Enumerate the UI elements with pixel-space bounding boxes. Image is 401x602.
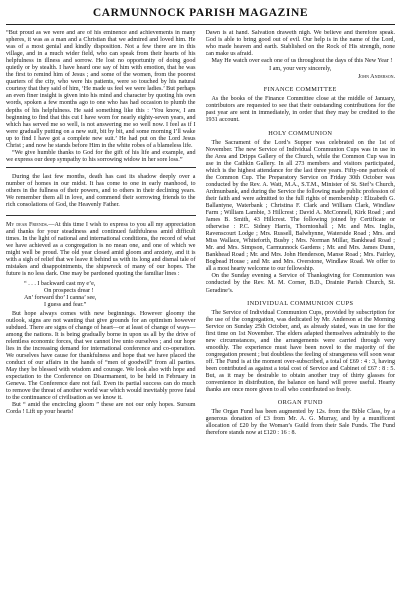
- two-column-body: [6, 30, 395, 602]
- letter-paragraph: But hope always comes with new beginnings. However gloomy the outlook, signs are not wanting that give grounds for an optimism however subdued. There are signs of change of heart—or at least of change of ways—among the nations. It is being gradually borne in upon us all by the drive of relentless economic forces, that we cannot live unto ourselves ; and our hope lies in the increasing demand for international conference and co-operation. We ourselves have cause for thankfulness and hope that we have placed the conduct of our affairs in the hands of “men of goodwill” from all parties. May they be blessed with wisdom and courage. We look also with hope and expectation to the Conference on Disarmament, to be held in February in Geneva. The Conference dare not fail. Even its partial success can do much to remove the threat of another world war which would inevitably prove fatal to the continuance of civilisation as we know it.: [6, 310, 196, 402]
- letter-opening-text: —At this time I wish to express to you all my appreciation and thanks for your steadiness and continued faithfulness amid difficult times. In the light of national and international conditions, the record of what we have achieved as a congregation is no mean one, and one of which we might well be proud. The old year closed amid gloom and anxiety, and it is with a sigh of relief that we leave it behind us with its long and dismal tale of mistakes and disappointments, the shipwreck of many of our hopes. The future is no less dark. One may be pardoned quoting the familiar lines :: [6, 222, 196, 278]
- verse-line: “ . . . I backward cast my e’e,: [24, 280, 96, 287]
- communion-cups-paragraph: The Service of Individual Communion Cups, provided by subscription for the use of the congregation, was dedicated by Mr. Anderson at the Morning Service on Sunday 25th October, and, as already stated, was in use for the first time on 1st November. The elders adapted themselves admirably to the new circumstances, and the arrangements were carried through very smoothly. The experience must have been novel to the majority of the congregation present ; but doubtless the feeling of strangeness will soon wear off. The Fund is at the moment over-subscribed, a total of £69 : 4 : 3, having been contributed as against a total cost of Service and Cabinet of £67 : 8 : 5. But, as it may be desirable to obtain another tray of thirty glasses for convenience in distribution, the balance on hand will prove useful. Hearty thanks are once more given to all who contributed so freely.: [205, 309, 395, 394]
- magazine-masthead: CARMUNNOCK PARISH MAGAZINE: [92, 7, 309, 19]
- verse-line: An’ forward tho’ I canna’ see,: [24, 294, 97, 301]
- communion-cups-heading: INDIVIDUAL COMMUNION CUPS: [247, 299, 354, 307]
- letter-closing: I am, your very sincerely,: [269, 66, 332, 73]
- left-column: [6, 30, 196, 602]
- tribute-paragraph: “We give humble thanks to God for the gift of his life and example, and we express our deep sympathy to his sorrowing widow in her sore loss.”: [6, 149, 196, 163]
- communion-paragraph: On the Sunday evening a Service of Thanksgiving for Communion was conducted by the Rev. M. M. Corner, B.D., Drainie Parish Church, St. Geradine’s.: [205, 273, 395, 294]
- letter-continuation-paragraph: Dawn is at hand. Salvation draweth nigh. We believe and therefore speak. God is able to bring good out of evil. Our help is in the name of the Lord, who made heaven and earth. Stablished on the Rock of His strength, none can make us afraid.: [205, 30, 395, 58]
- tribute-quote-block: [6, 30, 196, 168]
- letter-signature: John Anderson.: [357, 74, 395, 81]
- right-column: [206, 30, 396, 602]
- death-notice-paragraph: During the last few months, death has cast its shadow deeply over a number of homes in our midst. It has come to one in early manhood, to others in the fullness of their powers, and to others in their declining years. We remember them all in love, and commend their sorrowing friends to the rich consolations of God, the Heavenly Father.: [6, 173, 196, 209]
- letter-wish-paragraph: May He watch over each one of us throughout the days of this New Year !: [211, 58, 393, 65]
- letter-paragraph: But “ amid the encircling gloom ” these are not our only hopes. Sursum Corda ! Lift up your hearts!: [6, 402, 196, 416]
- finance-paragraph: As the books of the Finance Committee close at the middle of January, contributors are requested to see that their outstanding contributions for the past year are sent in immediately, in order that they may be credited to the 1931 account.: [205, 96, 395, 124]
- verse-line: On prospects drear !: [44, 287, 94, 294]
- holy-communion-heading: HOLY COMMUNION: [268, 129, 333, 137]
- quoted-verse: [24, 281, 196, 309]
- tribute-paragraph: “But proud as we were and are of his eminence and achievements in many spheres, it was as a man and a Christian that we admired and loved him. He was of a most genial and kindly disposition. Not a few there are in this village, and in a much wider field, who can speak from their hearts of his helpfulness in illness and sorrow. He lost no opportunity of doing good quietly or by stealth. I have heard one say of him with emotion, that he was the first to remind him of Jesus ; and some of the women, from the poorest quarters of the city, who were his patients, were so touched by his natural courtesy that they said of him, ‘He made us feel we were ladies.’ But perhaps an even finer insight is given into his mind and character by quoting his own words, spoken a few months ago to one who has had occasion to plumb the depths of his helpfulness. He said something like this : ‘You know, I am beginning to find that this cut I have worn for nearly eighty-seven years, and which has served me so well, is not answering me so well now. I feel as if I were gradually putting on a new suit, bit by bit, and some morning I’ll wake up to find I have got a complete new suit.’ He had put on the Lord Jesus Christ ; and now he stands before Him in the white robes of a blameless life.: [6, 30, 196, 149]
- masthead-rule: [6, 24, 395, 25]
- finance-committee-heading: FINANCE COMMITTEE: [263, 86, 337, 94]
- section-divider: [6, 215, 196, 216]
- organ-fund-paragraph: The Organ Fund has been augmented by 12s. from the Bible Class, by a generous donation of £3 from Mr. A. G. Murray, and by a munificent allocation of £20 by the Woman’s Guild from their Sale Funds. The Fund therefore stands now at £120 : 16 : 8.: [205, 409, 395, 437]
- letter-salutation: My dear Friends.: [6, 222, 49, 229]
- communion-paragraph: The Sacrament of the Lord’s Supper was celebrated on the 1st of November. The new Service of Individual Communion Cups was in use in the Area and Dripps Gallery of the Church, while the Common Cup was in use in the Cathkin Gallery. In all 273 members and visitors participated, which is the highest attendance for the last three years. Fifty-one partook of the Common Cup. The Preparatory Service on Friday 30th October was conducted by the Rev. A. Watt, M.A., S.T.M., Minister of St. Stef’s Church, Ardmunbank, and during the Service the following made public profession of their faith and were admitted to the full rights of membership : Elizabeth G. Ballantyne, Waterbank ; Christina F. Clark and William Clark, Windlaw Farm ; William Lambie, 3 Hillcrest ; David A. McConnell, Kirk Road ; and James B. Smith, 43 Hillcrest. The following joined by Certificate or otherwise : P.C. Sidney Harris, Thorntonhall ; Mr. and Mrs. Inglis, Ravenscourt Lodge ; Mrs. Russell, Balwhynne, Waterside Road ; Mrs. and Miss Wallace, Whiteforth, Busby ; Mrs. Norman Millar, Bankhead Road ; Mr. and Mrs. Simpson, Carmunnock Gardens ; Mr. and Mrs. James Dunn, Bankhead Road ; Mr. and Mrs. John Henderson, Manse Road ; Mrs. Fairley, Bogbead House ; and Mr. and Mrs. Overstone, Windlaw Road. We offer to all a most hearty welcome to our fellowship.: [205, 139, 395, 273]
- ministers-letter-paragraph: [6, 222, 196, 278]
- organ-fund-heading: ORGAN FUND: [277, 399, 323, 407]
- verse-line: I guess and fear.”: [44, 301, 87, 308]
